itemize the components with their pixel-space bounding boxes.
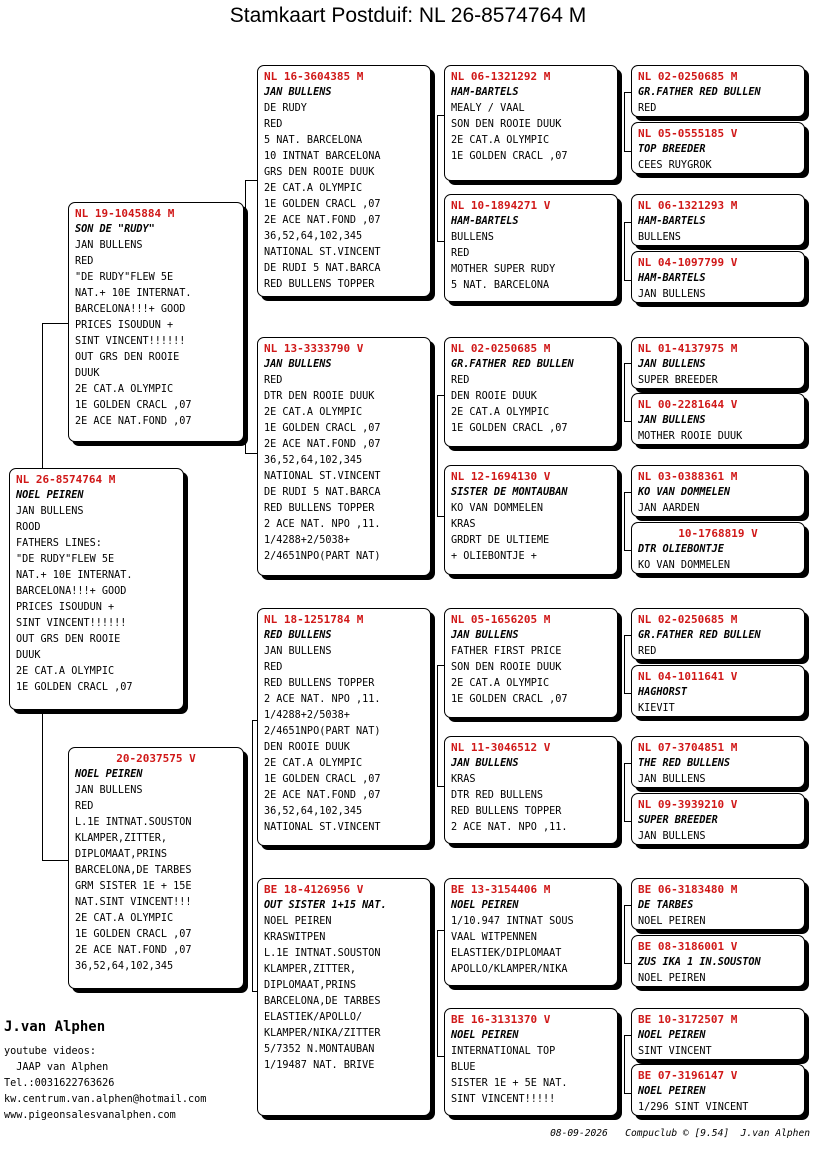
pedigree-card-fmm[interactable] bbox=[444, 465, 618, 575]
pedigree-card-ffm[interactable] bbox=[444, 194, 618, 302]
card-line: ELASTIEK/DIPLOMAAT bbox=[451, 948, 562, 959]
pedigree-card-father[interactable] bbox=[68, 202, 244, 442]
card-line: RED bbox=[451, 248, 470, 259]
card-line: 1E GOLDEN CRACL ,07 bbox=[264, 199, 381, 210]
card-line: DIPLOMAAT,PRINS bbox=[75, 849, 168, 860]
owner-contact bbox=[4, 1044, 206, 1124]
card-line: 1E GOLDEN CRACL ,07 bbox=[264, 774, 381, 785]
card-line: RED bbox=[264, 662, 283, 673]
card-line: JAN BULLENS bbox=[16, 506, 84, 517]
card-line: 5 NAT. BARCELONA bbox=[451, 280, 550, 291]
card-line: 1E GOLDEN CRACL ,07 bbox=[16, 682, 133, 693]
card-line: BARCELONA!!!+ GOOD bbox=[75, 304, 186, 315]
card-line: KLAMPER,ZITTER, bbox=[75, 833, 168, 844]
pedigree-card-ggp-13[interactable] bbox=[631, 878, 805, 930]
pedigree-card-mother[interactable] bbox=[68, 747, 244, 989]
pigeon-name: JAN BULLENS bbox=[638, 359, 706, 370]
card-line: DTR RED BULLENS bbox=[451, 790, 544, 801]
ring-number: NL 04-1011641 V bbox=[638, 670, 738, 683]
card-line: 2E ACE NAT.FOND ,07 bbox=[264, 439, 381, 450]
pigeon-name: JAN BULLENS bbox=[264, 87, 332, 98]
card-line: RED BULLENS TOPPER bbox=[451, 806, 562, 817]
card-line: 1/4288+2/5038+ bbox=[264, 710, 350, 721]
card-line: SISTER 1E + 5E NAT. bbox=[451, 1078, 568, 1089]
card-line: L.1E INTNAT.SOUSTON bbox=[75, 817, 192, 828]
pigeon-name: HAM-BARTELS bbox=[638, 273, 706, 284]
pedigree-card-ff[interactable] bbox=[257, 65, 431, 297]
pedigree-card-fmf[interactable] bbox=[444, 337, 618, 447]
card-line: KRAS bbox=[451, 519, 476, 530]
pigeon-name: DTR OLIEBONTJE bbox=[638, 544, 724, 555]
card-line: "DE RUDY"FLEW 5E bbox=[16, 554, 115, 565]
card-line: BARCELONA!!!+ GOOD bbox=[16, 586, 127, 597]
pedigree-card-ggp-3[interactable] bbox=[631, 194, 805, 246]
pedigree-card-ggp-9[interactable] bbox=[631, 608, 805, 660]
card-line: NOEL PEIREN bbox=[638, 973, 706, 984]
ring-number: NL 06-1321293 M bbox=[638, 199, 738, 212]
pigeon-name: JAN BULLENS bbox=[451, 758, 519, 769]
pedigree-card-ggp-15[interactable] bbox=[631, 1008, 805, 1060]
contact-line: Tel.:0031622763626 bbox=[4, 1078, 115, 1089]
card-line: 5 NAT. BARCELONA bbox=[264, 135, 363, 146]
card-line: MEALY / VAAL bbox=[451, 103, 525, 114]
card-line: MOTHER SUPER RUDY bbox=[451, 264, 556, 275]
pedigree-card-ggp-16[interactable] bbox=[631, 1064, 805, 1116]
ring-number: NL 19-1045884 M bbox=[75, 207, 175, 220]
pigeon-name: GR.FATHER RED BULLEN bbox=[451, 359, 574, 370]
card-line: 2E CAT.A OLYMPIC bbox=[451, 678, 550, 689]
card-line: DEN ROOIE DUUK bbox=[264, 742, 350, 753]
card-line: 1E GOLDEN CRACL ,07 bbox=[264, 423, 381, 434]
pigeon-name: NOEL PEIREN bbox=[451, 1030, 519, 1041]
ring-number: NL 04-1097799 V bbox=[638, 256, 738, 269]
pigeon-name: GR.FATHER RED BULLEN bbox=[638, 630, 761, 641]
card-line: SON DEN ROOIE DUUK bbox=[451, 119, 562, 130]
card-line: 2E CAT.A OLYMPIC bbox=[75, 384, 174, 395]
card-line: 2E CAT.A OLYMPIC bbox=[451, 407, 550, 418]
card-line: RED bbox=[451, 375, 470, 386]
pigeon-name: JAN BULLENS bbox=[451, 630, 519, 641]
card-line: SUPER BREEDER bbox=[638, 375, 718, 386]
card-line: SINT VINCENT!!!!! bbox=[451, 1094, 556, 1105]
card-line: 2 ACE NAT. NPO ,11. bbox=[264, 519, 381, 530]
pedigree-card-ggp-14[interactable] bbox=[631, 935, 805, 987]
card-line: 2E CAT.A OLYMPIC bbox=[264, 183, 363, 194]
pigeon-name: JAN BULLENS bbox=[638, 415, 706, 426]
pigeon-name: NOEL PEIREN bbox=[451, 900, 519, 911]
card-line: 1E GOLDEN CRACL ,07 bbox=[75, 929, 192, 940]
card-line: BARCELONA,DE TARBES bbox=[264, 996, 381, 1007]
pedigree-card-mm[interactable] bbox=[257, 878, 431, 1116]
pigeon-name: JAN BULLENS bbox=[264, 359, 332, 370]
card-line: GRDRT DE ULTIEME bbox=[451, 535, 550, 546]
contact-email[interactable]: kw.centrum.van.alphen@hotmail.com bbox=[4, 1094, 207, 1105]
ring-number: NL 09-3939210 V bbox=[638, 798, 738, 811]
ring-number: NL 02-0250685 M bbox=[638, 70, 738, 83]
ring-number: BE 08-3186001 V bbox=[638, 940, 738, 953]
card-line: 1E GOLDEN CRACL ,07 bbox=[451, 423, 568, 434]
ring-number: BE 13-3154406 M bbox=[451, 883, 551, 896]
pigeon-name: NOEL PEIREN bbox=[638, 1030, 706, 1041]
pedigree-card-mmm[interactable] bbox=[444, 1008, 618, 1116]
pigeon-name: NOEL PEIREN bbox=[75, 769, 143, 780]
card-line: KO VAN DOMMELEN bbox=[638, 560, 731, 571]
page-title: Stamkaart Postduif: NL 26-8574764 M bbox=[229, 4, 587, 27]
card-line: GRM SISTER 1E + 15E bbox=[75, 881, 192, 892]
pedigree-card-ggp-6[interactable] bbox=[631, 393, 805, 445]
card-line: NATIONAL ST.VINCENT bbox=[264, 247, 381, 258]
ring-number: NL 18-1251784 M bbox=[264, 613, 364, 626]
pigeon-name: SON DE "RUDY" bbox=[75, 224, 155, 235]
card-line: JAN BULLENS bbox=[75, 785, 143, 796]
card-line: DUUK bbox=[16, 650, 41, 661]
card-line: RED BULLENS TOPPER bbox=[264, 503, 375, 514]
ring-number: NL 05-1656205 M bbox=[451, 613, 551, 626]
card-line: NATIONAL ST.VINCENT bbox=[264, 822, 381, 833]
card-line: JAN BULLENS bbox=[264, 646, 332, 657]
card-line: NAT.+ 10E INTERNAT. bbox=[75, 288, 192, 299]
ring-number: NL 16-3604385 M bbox=[264, 70, 364, 83]
card-line: KO VAN DOMMELEN bbox=[451, 503, 544, 514]
ring-number: NL 02-0250685 M bbox=[451, 342, 551, 355]
card-line: SINT VINCENT!!!!!! bbox=[75, 336, 186, 347]
ring-number: NL 07-3704851 M bbox=[638, 741, 738, 754]
card-line: OUT GRS DEN ROOIE bbox=[16, 634, 121, 645]
ring-number: NL 13-3333790 V bbox=[264, 342, 364, 355]
card-line: KLAMPER,ZITTER, bbox=[264, 964, 357, 975]
card-line: NAT.SINT VINCENT!!! bbox=[75, 897, 192, 908]
ring-number: NL 02-0250685 M bbox=[638, 613, 738, 626]
card-line: BULLENS bbox=[451, 232, 494, 243]
card-line: KRAS bbox=[451, 774, 476, 785]
pedigree-card-fff[interactable] bbox=[444, 65, 618, 181]
card-line: DEN ROOIE DUUK bbox=[451, 391, 537, 402]
card-line: MOTHER ROOIE DUUK bbox=[638, 431, 743, 442]
card-line: 2E CAT.A OLYMPIC bbox=[451, 135, 550, 146]
card-line: SON DEN ROOIE DUUK bbox=[451, 662, 562, 673]
pigeon-name: HAM-BARTELS bbox=[638, 216, 706, 227]
card-line: SINT VINCENT bbox=[638, 1046, 712, 1057]
card-line: 1E GOLDEN CRACL ,07 bbox=[451, 694, 568, 705]
pedigree-card-fm[interactable] bbox=[257, 337, 431, 576]
card-line: VAAL WITPENNEN bbox=[451, 932, 537, 943]
card-line: JAN BULLENS bbox=[75, 240, 143, 251]
ring-number: 10-1768819 V bbox=[678, 527, 758, 540]
ring-number: BE 10-3172507 M bbox=[638, 1013, 738, 1026]
card-line: KIEVIT bbox=[638, 703, 675, 714]
card-line: 36,52,64,102,345 bbox=[75, 961, 174, 972]
pedigree-card-ggp-2[interactable] bbox=[631, 122, 805, 174]
card-line: 2 ACE NAT. NPO ,11. bbox=[451, 822, 568, 833]
card-line: BARCELONA,DE TARBES bbox=[75, 865, 192, 876]
card-line: 2E CAT.A OLYMPIC bbox=[264, 407, 363, 418]
card-line: DE RUDI 5 NAT.BARCA bbox=[264, 487, 381, 498]
card-line: 2E CAT.A OLYMPIC bbox=[16, 666, 115, 677]
pedigree-card-ggp-1[interactable] bbox=[631, 65, 805, 117]
card-line: 2E ACE NAT.FOND ,07 bbox=[75, 416, 192, 427]
pedigree-card-subject[interactable] bbox=[9, 468, 184, 710]
card-line: 5/7352 N.MONTAUBAN bbox=[264, 1044, 375, 1055]
card-line: RED bbox=[75, 256, 94, 267]
ring-number: NL 11-3046512 V bbox=[451, 741, 551, 754]
card-line: ELASTIEK/APOLLO/ bbox=[264, 1012, 363, 1023]
card-line: FATHERS LINES: bbox=[16, 538, 102, 549]
pigeon-name: DE TARBES bbox=[638, 900, 694, 911]
pigeon-name: ZUS IKA 1 IN.SOUSTON bbox=[638, 957, 761, 968]
card-line: 2 ACE NAT. NPO ,11. bbox=[264, 694, 381, 705]
card-line: 2E ACE NAT.FOND ,07 bbox=[75, 945, 192, 956]
card-line: JAN AARDEN bbox=[638, 503, 700, 514]
pedigree-card-ggp-12[interactable] bbox=[631, 793, 805, 845]
ring-number: BE 07-3196147 V bbox=[638, 1069, 738, 1082]
pedigree-card-ggp-5[interactable] bbox=[631, 337, 805, 389]
card-line: KRASWITPEN bbox=[264, 932, 326, 943]
connector bbox=[42, 710, 71, 861]
card-line: OUT GRS DEN ROOIE bbox=[75, 352, 180, 363]
pigeon-name: TOP BREEDER bbox=[638, 144, 706, 155]
card-line: 1E GOLDEN CRACL ,07 bbox=[75, 400, 192, 411]
card-line: NOEL PEIREN bbox=[264, 916, 332, 927]
card-line: ROOD bbox=[16, 522, 41, 533]
pigeon-name: SISTER DE MONTAUBAN bbox=[451, 487, 568, 498]
card-line: RED BULLENS TOPPER bbox=[264, 279, 375, 290]
card-line: JAN BULLENS bbox=[638, 289, 706, 300]
card-line: FATHER FIRST PRICE bbox=[451, 646, 562, 657]
card-line: DIPLOMAAT,PRINS bbox=[264, 980, 357, 991]
card-line: 2E ACE NAT.FOND ,07 bbox=[264, 790, 381, 801]
card-line: NATIONAL ST.VINCENT bbox=[264, 471, 381, 482]
ring-number: BE 18-4126956 V bbox=[264, 883, 364, 896]
connector bbox=[42, 323, 71, 474]
pedigree-card-ggp-11[interactable] bbox=[631, 736, 805, 788]
card-line: RED bbox=[264, 119, 283, 130]
pigeon-name: OUT SISTER 1+15 NAT. bbox=[264, 900, 387, 911]
card-line: RED bbox=[75, 801, 94, 812]
card-line: 1/296 SINT VINCENT bbox=[638, 1102, 749, 1113]
card-line: KLAMPER/NIKA/ZITTER bbox=[264, 1028, 381, 1039]
ring-number: BE 16-3131370 V bbox=[451, 1013, 551, 1026]
owner-name: J.van Alphen bbox=[4, 1019, 106, 1035]
card-line: 36,52,64,102,345 bbox=[264, 455, 363, 466]
card-line: PRICES ISOUDUN + bbox=[75, 320, 174, 331]
card-line: BLUE bbox=[451, 1062, 476, 1073]
card-line: RED bbox=[264, 375, 283, 386]
pigeon-name: GR.FATHER RED BULLEN bbox=[638, 87, 761, 98]
ring-number: NL 26-8574764 M bbox=[16, 473, 116, 486]
pigeon-name: KO VAN DOMMELEN bbox=[638, 487, 731, 498]
ring-number: BE 06-3183480 M bbox=[638, 883, 738, 896]
card-line: RED BULLENS TOPPER bbox=[264, 678, 375, 689]
card-line: 1/10.947 INTNAT SOUS bbox=[451, 916, 574, 927]
card-line: APOLLO/KLAMPER/NIKA bbox=[451, 964, 568, 975]
contact-website[interactable]: www.pigeonsalesvanalphen.com bbox=[4, 1110, 176, 1121]
contact-line: youtube videos: bbox=[4, 1046, 97, 1057]
pigeon-name: HAM-BARTELS bbox=[451, 216, 519, 227]
card-line: 2E CAT.A OLYMPIC bbox=[75, 913, 174, 924]
card-line: NOEL PEIREN bbox=[638, 916, 706, 927]
pigeon-name: SUPER BREEDER bbox=[638, 815, 718, 826]
pedigree-card-mff[interactable] bbox=[444, 608, 618, 718]
card-line: L.1E INTNAT.SOUSTON bbox=[264, 948, 381, 959]
card-line: "DE RUDY"FLEW 5E bbox=[75, 272, 174, 283]
card-line: 2E ACE NAT.FOND ,07 bbox=[264, 215, 381, 226]
card-line: RED bbox=[638, 103, 657, 114]
pedigree-card-ggp-4[interactable] bbox=[631, 251, 805, 303]
card-line: DE RUDI 5 NAT.BARCA bbox=[264, 263, 381, 274]
card-line: PRICES ISOUDUN + bbox=[16, 602, 115, 613]
card-line: INTERNATIONAL TOP bbox=[451, 1046, 556, 1057]
card-line: 36,52,64,102,345 bbox=[264, 806, 363, 817]
contact-line: JAAP van Alphen bbox=[4, 1062, 109, 1073]
card-line: DTR DEN ROOIE DUUK bbox=[264, 391, 375, 402]
pigeon-name: HAGHORST bbox=[638, 687, 688, 698]
card-line: JAN BULLENS bbox=[638, 831, 706, 842]
card-line: + OLIEBONTJE + bbox=[451, 551, 537, 562]
pedigree-card-mfm[interactable] bbox=[444, 736, 618, 844]
ring-number: NL 06-1321292 M bbox=[451, 70, 551, 83]
ring-number: 20-2037575 V bbox=[116, 752, 196, 765]
ring-number: NL 01-4137975 M bbox=[638, 342, 738, 355]
pigeon-name: NOEL PEIREN bbox=[638, 1086, 706, 1097]
card-line: 2E CAT.A OLYMPIC bbox=[264, 758, 363, 769]
card-line: NAT.+ 10E INTERNAT. bbox=[16, 570, 133, 581]
card-line: 1/4288+2/5038+ bbox=[264, 535, 350, 546]
pedigree-card-ggp-10[interactable] bbox=[631, 665, 805, 717]
card-line: CEES RUYGROK bbox=[638, 160, 712, 171]
pedigree-card-mf[interactable] bbox=[257, 608, 431, 846]
pedigree-card-mmf[interactable] bbox=[444, 878, 618, 986]
card-line: SINT VINCENT!!!!!! bbox=[16, 618, 127, 629]
ring-number: NL 10-1894271 V bbox=[451, 199, 551, 212]
print-stamp: 08-09-2026 Compuclub © [9.54] J.van Alphen bbox=[550, 1128, 810, 1139]
card-line: 1E GOLDEN CRACL ,07 bbox=[451, 151, 568, 162]
ring-number: NL 03-0388361 M bbox=[638, 470, 738, 483]
ring-number: NL 05-0555185 V bbox=[638, 127, 738, 140]
card-line: BULLENS bbox=[638, 232, 681, 243]
pigeon-name: NOEL PEIREN bbox=[16, 490, 84, 501]
card-line: 10 INTNAT BARCELONA bbox=[264, 151, 381, 162]
ring-number: NL 12-1694130 V bbox=[451, 470, 551, 483]
card-line: JAN BULLENS bbox=[638, 774, 706, 785]
card-line: GRS DEN ROOIE DUUK bbox=[264, 167, 375, 178]
pedigree-card-ggp-8[interactable] bbox=[631, 522, 805, 574]
pigeon-name: RED BULLENS bbox=[264, 630, 332, 641]
card-line: DUUK bbox=[75, 368, 100, 379]
pigeon-name: THE RED BULLENS bbox=[638, 758, 731, 769]
pedigree-card-ggp-7[interactable] bbox=[631, 465, 805, 517]
card-line: RED bbox=[638, 646, 657, 657]
card-line: 36,52,64,102,345 bbox=[264, 231, 363, 242]
ring-number: NL 00-2281644 V bbox=[638, 398, 738, 411]
card-line: 2/4651NPO(PART NAT) bbox=[264, 726, 381, 737]
card-line: DE RUDY bbox=[264, 103, 307, 114]
card-line: 1/19487 NAT. BRIVE bbox=[264, 1060, 375, 1071]
pigeon-name: HAM-BARTELS bbox=[451, 87, 519, 98]
card-line: 2/4651NPO(PART NAT) bbox=[264, 551, 381, 562]
